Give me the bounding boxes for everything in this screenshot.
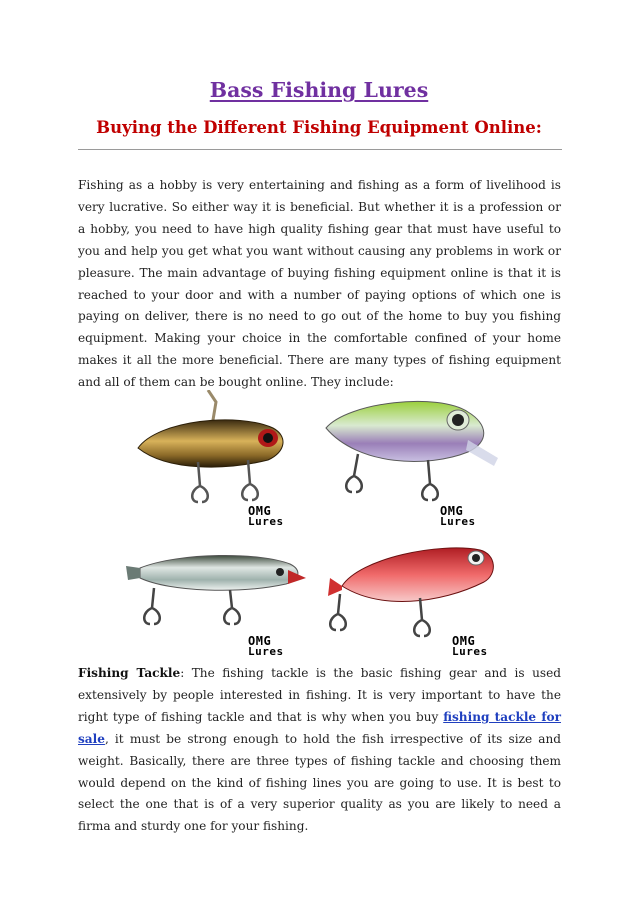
- gold-blade-lure-icon: [128, 390, 303, 510]
- logo-line-1: OMG: [248, 634, 272, 648]
- logo-line-1: OMG: [452, 634, 476, 648]
- logo-line-1: OMG: [248, 504, 272, 518]
- logo-line-1: OMG: [440, 504, 464, 518]
- logo-line-2: Lures: [440, 515, 476, 528]
- fishing-tackle-heading: Fishing Tackle: [78, 666, 181, 680]
- logo-line-2: Lures: [248, 515, 284, 528]
- red-popper-lure-icon: [320, 528, 510, 643]
- omg-lures-logo: [440, 506, 492, 528]
- omg-lures-logo: [452, 636, 504, 658]
- logo-line-2: Lures: [248, 645, 284, 658]
- silver-minnow-lure-icon: [120, 538, 310, 633]
- intro-paragraph: Fishing as a hobby is very entertaining and fishing as a form of livelihood is very lucrative. So either way it is beneficial. But whether it is a profession or a hobby, you need to have high quality fishing gear that must have useful to you and help you get what you want without causing any problems in work or pleasure. The main advantage of buying fishing equipment online is that it is reached to your door and with a number of paying options of which one is paying on deliver, there is no need to go out of the home to buy you fishing equipment. Making your choice in the comfortable confined of your home makes it all the more beneficial. There are many types of fishing equipment and all of them can be bought online. They include:: [78, 178, 561, 390]
- fishing-tackle-text-1: : The fishing tackle is the basic fishing gear and is used extensively by people interested in fishing. It is very important to have the right type of fishing tackle and that is why when you buy: [78, 666, 561, 724]
- green-crankbait-lure-icon: [318, 380, 508, 505]
- lures-figure: [120, 380, 520, 665]
- title-divider: [78, 149, 562, 150]
- omg-lures-logo: [248, 636, 300, 658]
- page-subtitle: Buying the Different Fishing Equipment Online:: [96, 118, 542, 137]
- fishing-tackle-for-sale-link[interactable]: fishing tackle for sale: [78, 709, 561, 746]
- logo-line-2: Lures: [452, 645, 488, 658]
- omg-lures-logo: [248, 506, 300, 528]
- fishing-tackle-text-2: , it must be strong enough to hold the fish irrespective of its size and weight. Basically, there are three types of fishing tackle and choosing them would depend on the kind of fishing lines you are going to use. It is best to select the one that is of a very superior quality as you are likely to need a firma and sturdy one for your fishing.: [78, 731, 561, 834]
- fishing-tackle-paragraph: [78, 663, 561, 838]
- page-title: Bass Fishing Lures: [209, 78, 429, 102]
